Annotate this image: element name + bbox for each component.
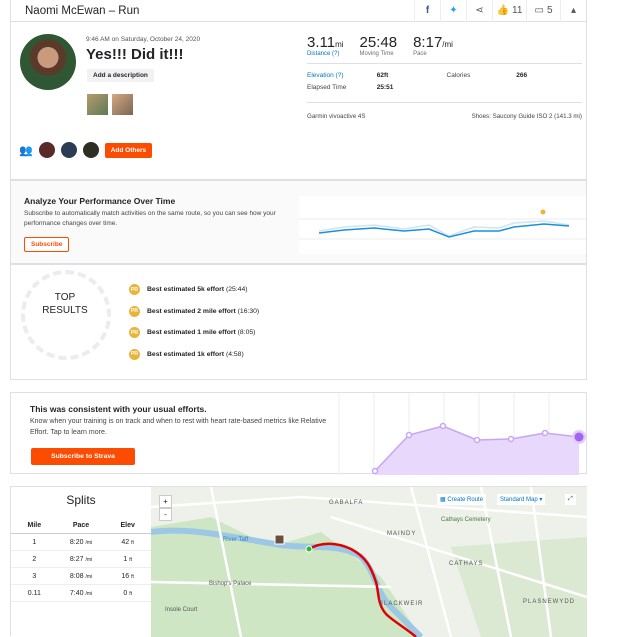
map-label: GABALFA: [329, 500, 364, 506]
zoom-in-button[interactable]: +: [159, 495, 172, 508]
performance-trend-chart: [299, 181, 586, 265]
consistency-text: Know when your training is on track and when to rest with heart rate-based metrics like Relative Effort. Tap to learn more.: [30, 418, 327, 436]
athlete-avatar-small[interactable]: [83, 142, 99, 158]
top-results: [10, 264, 587, 380]
route-map[interactable]: [151, 487, 587, 637]
athlete-avatar-small[interactable]: [61, 142, 77, 158]
distance-stat: 3.11mi Distance (?): [307, 34, 344, 57]
pr-medal-icon: PR: [129, 349, 140, 360]
twitter-icon: ✦: [449, 5, 458, 16]
map-label: Cathays Cemetery: [441, 517, 491, 523]
share-icon: ⋖: [475, 5, 484, 16]
subscribe-button[interactable]: Subscribe: [24, 237, 69, 252]
achievement-item[interactable]: PR Best estimated 2 mile effort (16:30): [129, 301, 259, 323]
activity-header: [10, 0, 587, 22]
relative-effort-chart: [329, 393, 587, 475]
elapsed-time-value: 25:51: [376, 84, 394, 91]
pr-medal-icon: PR: [129, 284, 140, 295]
map-label: BLACKWEIR: [379, 601, 424, 607]
map-label: MAINDY: [387, 531, 417, 537]
share-button[interactable]: [466, 0, 492, 22]
activity-photo[interactable]: [112, 94, 133, 115]
splits-and-map: [10, 486, 587, 636]
route-icon: ▦: [440, 497, 448, 503]
splits-table: [11, 487, 151, 637]
map-label: PLASNEWYDD: [523, 599, 576, 605]
activity-photo[interactable]: [87, 94, 108, 115]
achievement-item[interactable]: PR Best estimated 1k effort (4:58): [129, 344, 259, 366]
activity-summary: [10, 22, 587, 180]
pace-stat: 8:17/mi Pace: [413, 34, 453, 57]
elevation-label[interactable]: Elevation (?): [307, 72, 344, 79]
activity-datetime: 9:46 AM on Saturday, October 24, 2020: [86, 36, 201, 43]
zoom-out-button[interactable]: -: [159, 508, 172, 521]
map-type-dropdown[interactable]: Standard Map ▾: [497, 494, 545, 505]
chevron-down-icon: ▾: [537, 497, 543, 503]
distance-label[interactable]: Distance (?): [307, 51, 340, 57]
more-actions-button[interactable]: [560, 0, 586, 22]
split-row[interactable]: 0.11 7:40 /mi 0 ft: [11, 585, 151, 602]
activity-stats: 3.11mi Distance (?) 25:48 Moving Time 8:17/mi Pace Elevation (?) 62ft Calories 266 Elapsed Time 25:51 Garmin vivoactive 4S Shoes: Saucony Guide ISO 2 (141.3 mi): [307, 34, 582, 120]
relative-effort-upsell: [10, 392, 587, 474]
elevation-value: 62ft: [376, 72, 389, 79]
pr-medal-icon: PR: [129, 306, 140, 317]
kudos-button[interactable]: 👍 11: [492, 0, 526, 22]
performance-text: Subscribe to automatically match activities on the same route, so you can see how your performance changes over time.: [24, 210, 276, 227]
thumbs-up-icon: 👍: [496, 5, 510, 16]
facebook-icon: f: [425, 5, 430, 16]
create-route-button[interactable]: ▦ Create Route: [437, 494, 486, 505]
subscribe-to-strava-button[interactable]: Subscribe to Strava: [31, 448, 135, 465]
achievement-item[interactable]: PR Best estimated 5k effort (25:44): [129, 279, 259, 301]
map-label: River Taff: [223, 537, 249, 543]
twitter-share-button[interactable]: [440, 0, 466, 22]
athlete-avatar[interactable]: [20, 34, 76, 90]
athlete-avatar-small[interactable]: [39, 142, 55, 158]
page-title: Naomi McEwan – Run: [25, 4, 140, 17]
divider: [307, 63, 582, 64]
consistency-title: This was consistent with your usual efforts.: [30, 404, 207, 414]
map-canvas[interactable]: [151, 487, 587, 637]
add-description-button[interactable]: Add a description: [87, 69, 154, 82]
device-name: Garmin vivoactive 4S: [307, 113, 366, 120]
map-label: CATHAYS: [449, 561, 484, 567]
comment-icon: ▭: [534, 5, 544, 16]
map-label: Insole Court: [165, 607, 198, 613]
performance-upsell: [10, 180, 587, 264]
add-others-button[interactable]: Add Others: [105, 143, 152, 158]
people-icon: 👥: [19, 144, 33, 157]
activity-name[interactable]: Yes!!! Did it!!!: [86, 46, 184, 63]
group-activity: [19, 142, 152, 158]
splits-header: Mile Pace Elev: [11, 517, 151, 534]
divider: [307, 102, 582, 103]
performance-title: Analyze Your Performance Over Time: [24, 196, 176, 206]
moving-time-stat: 25:48 Moving Time: [359, 34, 398, 57]
caret-up-icon: ▴: [570, 5, 577, 16]
top-results-title: TOP RESULTS: [42, 292, 88, 316]
fullscreen-button[interactable]: [565, 494, 576, 505]
splits-title: Splits: [66, 493, 96, 507]
calories-value: 266: [516, 72, 528, 79]
achievement-item[interactable]: PR Best estimated 1 mile effort (8:05): [129, 322, 259, 344]
expand-icon: ⤢: [568, 496, 573, 502]
pr-medal-icon: PR: [129, 327, 140, 338]
comments-button[interactable]: ▭ 5: [526, 0, 560, 22]
facebook-share-button[interactable]: [414, 0, 440, 22]
shoes-info[interactable]: Shoes: Saucony Guide ISO 2 (141.3 mi): [471, 113, 582, 120]
map-label: Bishop's Palace: [209, 581, 252, 587]
split-row[interactable]: 1 8:20 /mi 42 ft: [11, 534, 151, 551]
split-row[interactable]: 3 8:08 /mi 16 ft: [11, 568, 151, 585]
split-row[interactable]: 2 8:27 /mi 1 ft: [11, 551, 151, 568]
